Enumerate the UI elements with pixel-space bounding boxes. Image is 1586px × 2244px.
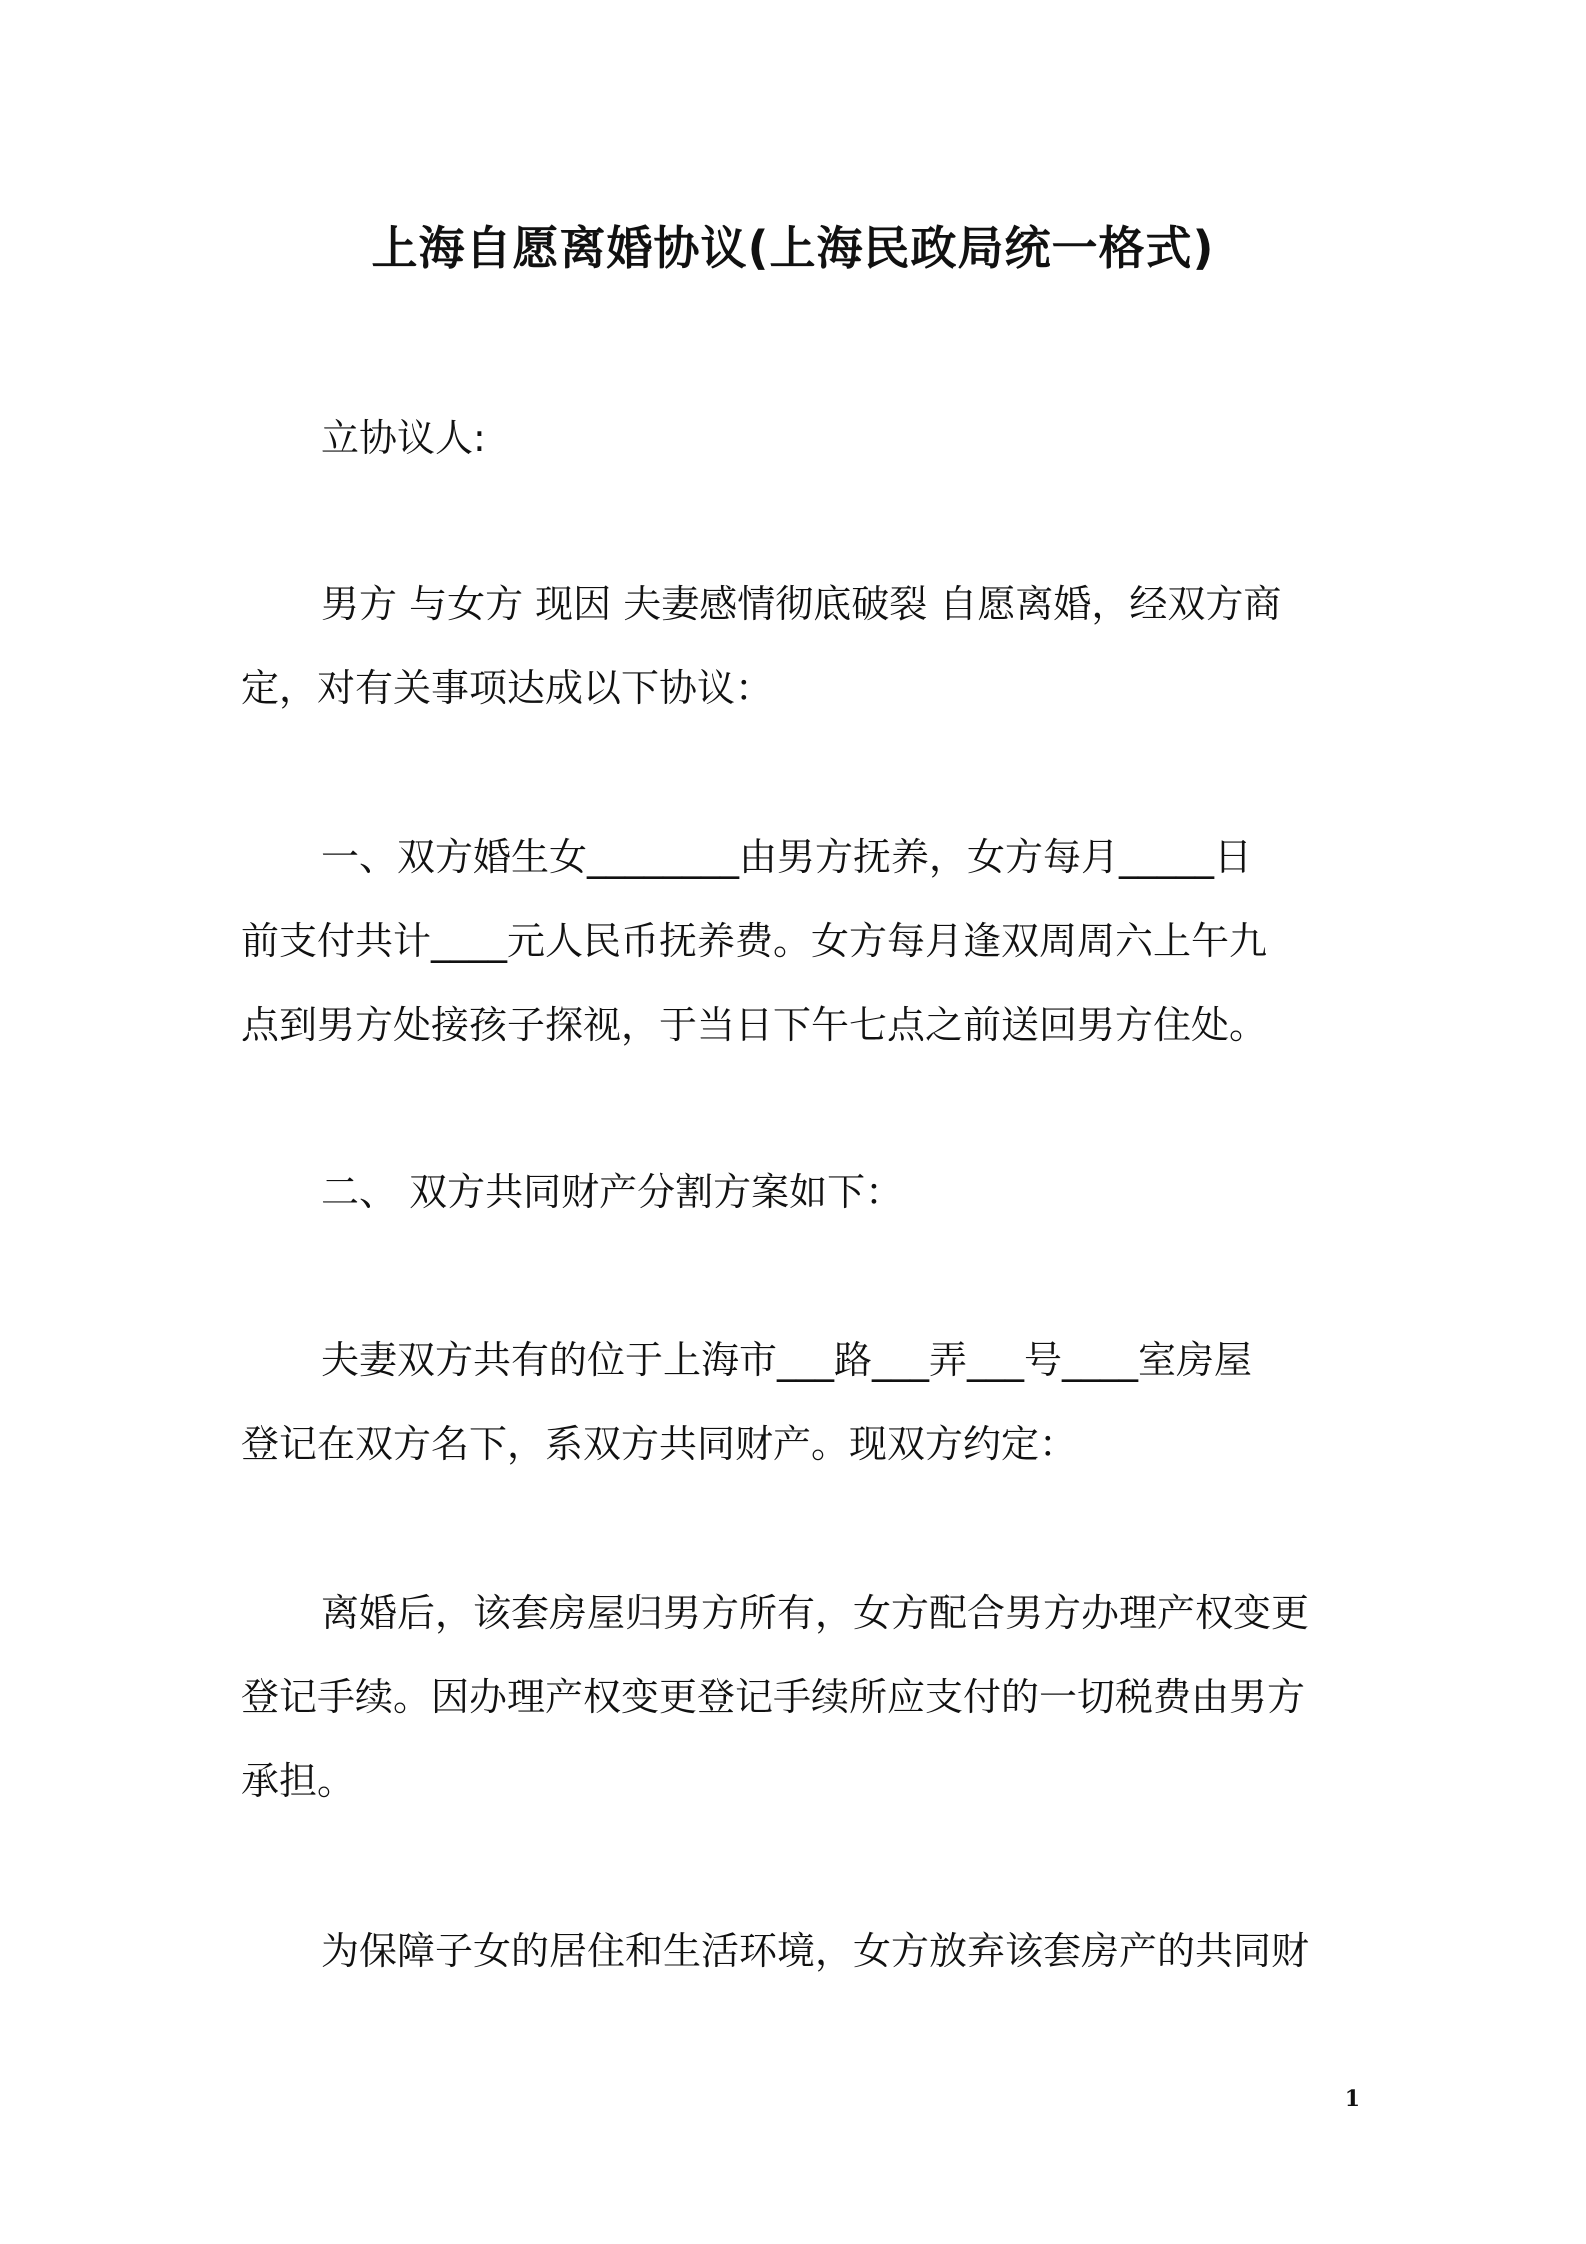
- paragraph-line: 定，对有关事项达成以下协议：: [241, 666, 774, 710]
- paragraph-line: 离婚后，该套房屋归男方所有，女方配合男方办理产权变更: [321, 1591, 1310, 1635]
- paragraph-child-residence: [241, 1909, 1351, 1993]
- document-title: 上海自愿离婚协议(上海民政局统一格式): [371, 221, 1215, 275]
- paragraph-line: 立协议人:: [321, 416, 486, 460]
- paragraph-parties: [241, 396, 1351, 480]
- paragraph-line: 二、 双方共同财产分割方案如下：: [321, 1170, 904, 1214]
- paragraph-line: 前支付共计____元人民币抚养费。女方每月逢双周周六上午九: [241, 919, 1268, 963]
- page-number: 1: [1344, 2086, 1360, 2112]
- paragraph-line: 登记手续。因办理产权变更登记手续所应支付的一切税费由男方: [241, 1675, 1306, 1719]
- paragraph-line: 承担。: [241, 1759, 356, 1803]
- paragraph-line: 男方 与女方 现因 夫妻感情彻底破裂 自愿离婚，经双方商: [321, 582, 1282, 626]
- paragraph-line: 夫妻双方共有的位于上海市___路___弄___号____室房屋: [321, 1338, 1253, 1382]
- paragraph-clause-one: [241, 815, 1351, 1067]
- paragraph-line: 为保障子女的居住和生活环境，女方放弃该套房产的共同财: [321, 1929, 1310, 1973]
- paragraph-line: 登记在双方名下，系双方共同财产。现双方约定：: [241, 1422, 1078, 1466]
- paragraph-line: 点到男方处接孩子探视，于当日下午七点之前送回男方住处。: [241, 1003, 1268, 1047]
- paragraph-intro: [241, 562, 1351, 730]
- paragraph-line: 一、双方婚生女________由男方抚养，女方每月_____日: [321, 835, 1253, 879]
- paragraph-property: [241, 1318, 1351, 1486]
- paragraph-house-ownership: [241, 1571, 1351, 1823]
- paragraph-clause-two: [241, 1150, 1351, 1234]
